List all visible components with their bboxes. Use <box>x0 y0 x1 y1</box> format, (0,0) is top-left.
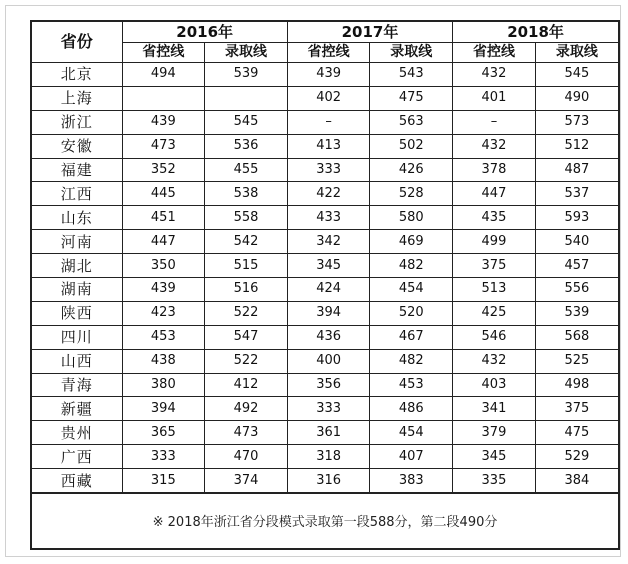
province-cell: 山西 <box>32 349 122 373</box>
score-cell: – <box>287 110 370 134</box>
sub-header-admission-line: 录取线 <box>535 43 618 63</box>
score-cell: 580 <box>370 206 453 230</box>
score-cell: 454 <box>370 278 453 302</box>
score-cell: 361 <box>287 421 370 445</box>
score-cell: 556 <box>535 278 618 302</box>
province-cell: 贵州 <box>32 421 122 445</box>
footnote: ※ 2018年浙江省分段模式录取第一段588分，第二段490分 <box>32 493 618 552</box>
score-cell: 537 <box>535 182 618 206</box>
province-cell: 山东 <box>32 206 122 230</box>
score-cell: 540 <box>535 230 618 254</box>
province-cell: 湖南 <box>32 278 122 302</box>
score-cell: 422 <box>287 182 370 206</box>
score-cell: 498 <box>535 373 618 397</box>
province-cell: 北京 <box>32 63 122 87</box>
score-cell: 568 <box>535 325 618 349</box>
table-body <box>32 63 618 493</box>
score-cell: 413 <box>287 134 370 158</box>
score-cell: 515 <box>205 254 288 278</box>
score-cell: 333 <box>287 397 370 421</box>
province-cell: 安徽 <box>32 134 122 158</box>
score-cell: 543 <box>370 63 453 87</box>
score-cell: 547 <box>205 325 288 349</box>
score-cell: 473 <box>122 134 205 158</box>
year-header-2018: 2018年 <box>453 22 618 43</box>
score-cell: 528 <box>370 182 453 206</box>
score-cell: 375 <box>453 254 536 278</box>
score-cell: 539 <box>205 63 288 87</box>
score-cell: 573 <box>535 110 618 134</box>
score-cell: 454 <box>370 421 453 445</box>
score-cell: 378 <box>453 158 536 182</box>
score-cell: 342 <box>287 230 370 254</box>
score-cell: 432 <box>453 349 536 373</box>
score-cell: 424 <box>287 278 370 302</box>
score-cell: 318 <box>287 445 370 469</box>
table-row <box>32 373 618 397</box>
score-cell: 486 <box>370 397 453 421</box>
province-cell: 河南 <box>32 230 122 254</box>
province-cell: 福建 <box>32 158 122 182</box>
score-cell: 403 <box>453 373 536 397</box>
table-row <box>32 158 618 182</box>
score-cell: 438 <box>122 349 205 373</box>
score-cell: 439 <box>122 278 205 302</box>
score-cell: 563 <box>370 110 453 134</box>
table-row <box>32 397 618 421</box>
score-cell: 384 <box>535 469 618 493</box>
score-cell: 402 <box>287 86 370 110</box>
province-cell: 陕西 <box>32 301 122 325</box>
score-cell: 345 <box>287 254 370 278</box>
table-row <box>32 134 618 158</box>
score-cell: 545 <box>205 110 288 134</box>
sub-header-admission-line: 录取线 <box>370 43 453 63</box>
table-row <box>32 421 618 445</box>
score-cell: 536 <box>205 134 288 158</box>
table-row <box>32 349 618 373</box>
score-cell: 482 <box>370 254 453 278</box>
year-header-2016: 2016年 <box>122 22 287 43</box>
score-cell: 490 <box>535 86 618 110</box>
score-cell: 522 <box>205 349 288 373</box>
score-cell: 433 <box>287 206 370 230</box>
score-cell: 383 <box>370 469 453 493</box>
score-cell: 487 <box>535 158 618 182</box>
score-cell: 400 <box>287 349 370 373</box>
table-row <box>32 325 618 349</box>
table-row <box>32 254 618 278</box>
score-cell: 467 <box>370 325 453 349</box>
province-cell: 江西 <box>32 182 122 206</box>
sub-header-control-line: 省控线 <box>453 43 536 63</box>
score-cell: 352 <box>122 158 205 182</box>
score-cell: 426 <box>370 158 453 182</box>
score-cell: 333 <box>122 445 205 469</box>
score-cell: 439 <box>122 110 205 134</box>
score-cell: 374 <box>205 469 288 493</box>
score-cell: 453 <box>370 373 453 397</box>
score-cell: 502 <box>370 134 453 158</box>
score-cell: 520 <box>370 301 453 325</box>
province-cell: 新疆 <box>32 397 122 421</box>
score-cell: 499 <box>453 230 536 254</box>
score-cell: 492 <box>205 397 288 421</box>
score-cell: 407 <box>370 445 453 469</box>
score-cell: 529 <box>535 445 618 469</box>
score-cell: 432 <box>453 134 536 158</box>
table-row <box>32 301 618 325</box>
score-cell: 513 <box>453 278 536 302</box>
province-cell: 上海 <box>32 86 122 110</box>
score-cell: 482 <box>370 349 453 373</box>
score-cell: 375 <box>535 397 618 421</box>
score-cell: 457 <box>535 254 618 278</box>
score-cell: 439 <box>287 63 370 87</box>
score-cell: 522 <box>205 301 288 325</box>
score-cell: 542 <box>205 230 288 254</box>
score-cell: – <box>453 110 536 134</box>
score-cell: 593 <box>535 206 618 230</box>
score-cell: 341 <box>453 397 536 421</box>
score-cell: 453 <box>122 325 205 349</box>
province-cell: 浙江 <box>32 110 122 134</box>
score-cell: 356 <box>287 373 370 397</box>
table-row <box>32 445 618 469</box>
score-cell: 447 <box>122 230 205 254</box>
table-row <box>32 182 618 206</box>
table-row <box>32 110 618 134</box>
score-cell: 316 <box>287 469 370 493</box>
score-cell: 435 <box>453 206 536 230</box>
table-row <box>32 206 618 230</box>
year-header-2017: 2017年 <box>287 22 452 43</box>
province-header: 省份 <box>32 22 122 63</box>
score-cell: 455 <box>205 158 288 182</box>
sub-header-admission-line: 录取线 <box>205 43 288 63</box>
table-row <box>32 230 618 254</box>
sub-header-control-line: 省控线 <box>287 43 370 63</box>
score-cell: 445 <box>122 182 205 206</box>
score-cell: 365 <box>122 421 205 445</box>
score-cell: 436 <box>287 325 370 349</box>
score-cell: 394 <box>287 301 370 325</box>
score-cell: 412 <box>205 373 288 397</box>
score-cell: 315 <box>122 469 205 493</box>
score-cell: 451 <box>122 206 205 230</box>
score-cell: 469 <box>370 230 453 254</box>
table-row <box>32 469 618 493</box>
score-cell: 380 <box>122 373 205 397</box>
score-cell: 423 <box>122 301 205 325</box>
table-row <box>32 278 618 302</box>
score-cell: 447 <box>453 182 536 206</box>
score-cell: 475 <box>370 86 453 110</box>
score-cell: 494 <box>122 63 205 87</box>
score-cell: 475 <box>535 421 618 445</box>
score-cell <box>122 86 205 110</box>
score-cell: 516 <box>205 278 288 302</box>
score-cell: 425 <box>453 301 536 325</box>
score-cell: 350 <box>122 254 205 278</box>
score-table <box>32 22 618 493</box>
score-cell: 545 <box>535 63 618 87</box>
score-cell: 558 <box>205 206 288 230</box>
score-cell: 546 <box>453 325 536 349</box>
province-cell: 湖北 <box>32 254 122 278</box>
score-cell: 333 <box>287 158 370 182</box>
score-cell: 470 <box>205 445 288 469</box>
score-cell: 345 <box>453 445 536 469</box>
score-cell: 538 <box>205 182 288 206</box>
score-cell: 394 <box>122 397 205 421</box>
score-table-sheet <box>30 20 620 550</box>
province-cell: 广西 <box>32 445 122 469</box>
province-cell: 青海 <box>32 373 122 397</box>
header-row-years <box>32 22 618 43</box>
table-row <box>32 63 618 87</box>
table-row <box>32 86 618 110</box>
province-cell: 四川 <box>32 325 122 349</box>
score-cell: 379 <box>453 421 536 445</box>
score-cell: 432 <box>453 63 536 87</box>
image-frame <box>5 5 621 557</box>
score-cell: 539 <box>535 301 618 325</box>
score-cell <box>205 86 288 110</box>
score-cell: 473 <box>205 421 288 445</box>
score-cell: 401 <box>453 86 536 110</box>
score-cell: 335 <box>453 469 536 493</box>
score-cell: 525 <box>535 349 618 373</box>
sub-header-control-line: 省控线 <box>122 43 205 63</box>
province-cell: 西藏 <box>32 469 122 493</box>
score-cell: 512 <box>535 134 618 158</box>
